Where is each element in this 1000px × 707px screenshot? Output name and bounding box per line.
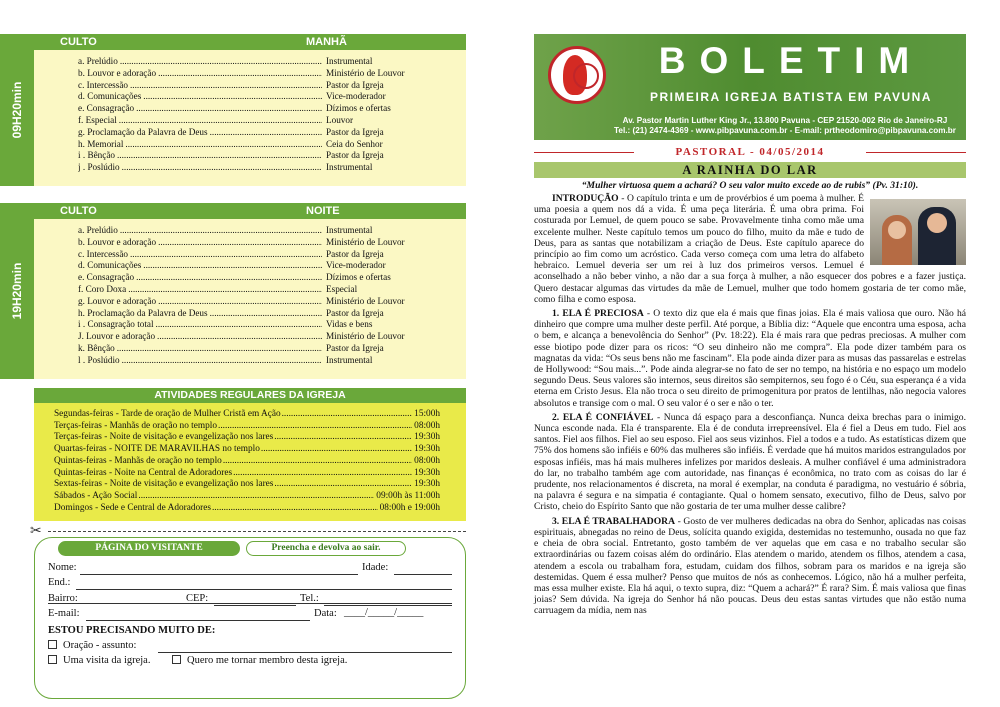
- field-tel[interactable]: [324, 605, 452, 606]
- row-value: Especial: [326, 283, 358, 294]
- row-label: [78, 296, 322, 308]
- row-label-text: Quintas-feiras - Noite na Central de Adoradores: [54, 467, 233, 478]
- row-label: [54, 503, 378, 515]
- label-idade: Idade:: [362, 562, 389, 573]
- row-label: [54, 409, 412, 421]
- row-label: [54, 456, 412, 468]
- field-data[interactable]: ____/_____/_____: [344, 607, 424, 618]
- evening-sidebar: [0, 203, 34, 379]
- morning-col-period: MANHÃ: [306, 36, 347, 48]
- option-membro[interactable]: [172, 655, 347, 666]
- evening-schedule: [34, 203, 466, 379]
- row-label-text: a. Prelúdio: [78, 225, 118, 235]
- row-label-text: Segundas-feiras - Tarde de oração de Mulher Cristã em Ação: [54, 409, 281, 419]
- schedule-row: [54, 421, 440, 433]
- section-2-text: - Nunca dá espaço para a desconfiança. Nunca deixa brechas para o inimigo. Nunca esconde nada. Ela é transparente. Ela é de conduta irrepreensível. Ela é fiel a Deus em tudo. Fiel aos santos. Fiel aos filhos. Fiel ao seu esposo. Fiel aos seus vizinhos. Fiel a todos e a tudo. As estatísticas dizem que 75% dos homens são infiéis e 60% das mulheres são infiéis. É verdade que há muitos maridos estrangulados por esposas infiéis, mas há mais mulheres infelizes por maridos desleais. A mulher confiável é uma administradora do lar, no trabalho também age com autoridade, nas finanças é econômica, no trato com as coisas do lar é prudente, nos relacionamentos é discreta, na moral é exemplar, na conduta é paradigma, no vestuário é sóbria, na palavra é segura e na simpatia é contagiante. Qual o homem sensato, executivo, filho de Deus, salvo por Cristo, cheio do Espírito Santo que não gostaria de ter uma mulher desse calibre?: [534, 411, 966, 513]
- row-label-text: i . Bênção: [78, 150, 115, 161]
- pastoral-date: PASTORAL - 04/05/2014: [534, 146, 966, 158]
- church-name: PRIMEIRA IGREJA BATISTA EM PAVUNA: [650, 90, 932, 104]
- section-2: [534, 412, 966, 513]
- row-label: [78, 272, 322, 284]
- visitor-form: [34, 537, 466, 699]
- row-label-text: h. Memorial: [78, 138, 124, 149]
- row-value: 15:00h: [414, 409, 440, 419]
- morning-schedule: [34, 34, 466, 186]
- row-label-text: k. Bênção: [78, 342, 115, 353]
- row-label-text: h. Proclamação da Palavra de Deus: [78, 307, 208, 318]
- row-label: [78, 68, 322, 80]
- row-label: [78, 91, 322, 103]
- row-label-text: g. Louvor e adoração: [78, 295, 157, 306]
- article-title: A RAINHA DO LAR: [534, 162, 966, 178]
- row-label-text: c. Intercessão: [78, 248, 128, 259]
- label-tel: Tel.:: [300, 593, 319, 604]
- row-value: Vice-moderador: [326, 260, 386, 271]
- schedule-row: [78, 56, 462, 68]
- section-1-heading: 1. ELA É PRECIOSA: [552, 308, 644, 320]
- row-value: Louvor: [326, 114, 354, 125]
- row-label: [78, 103, 322, 115]
- row-value: Vice-moderador: [326, 91, 386, 102]
- row-label-text: i . Consagração total: [78, 319, 154, 330]
- bulletin-banner: [534, 34, 966, 140]
- field-email[interactable]: [86, 620, 310, 621]
- field-nome[interactable]: [80, 574, 358, 575]
- row-label-text: Domingos - Sede e Central de Adoradores: [54, 502, 211, 513]
- globe-icon: [573, 63, 599, 89]
- row-value: Ministério de Louvor: [326, 236, 405, 247]
- row-value: Ministério de Louvor: [326, 331, 405, 342]
- row-label: [54, 491, 374, 503]
- row-value: Pastor da Igreja: [326, 342, 384, 353]
- label-email: E-mail:: [48, 608, 80, 619]
- morning-time: 09H20min: [10, 81, 24, 139]
- schedule-row: [78, 331, 462, 343]
- row-value: Instrumental: [326, 162, 373, 173]
- schedule-row: [78, 343, 462, 355]
- field-cep[interactable]: [214, 605, 296, 606]
- row-label-text: c. Intercessão: [78, 79, 128, 90]
- row-label-text: j . Poslúdio: [78, 162, 120, 173]
- row-label-text: b. Louvor e adoração: [78, 67, 157, 78]
- schedule-row: [78, 103, 462, 115]
- schedule-row: [54, 409, 440, 421]
- row-value: 19:30h: [414, 432, 440, 443]
- row-label: [78, 249, 322, 261]
- schedule-row: [54, 468, 440, 480]
- schedule-row: [78, 284, 462, 296]
- row-label: [78, 237, 322, 249]
- schedule-row: [54, 444, 440, 456]
- schedule-row: [78, 115, 462, 127]
- row-value: 09:00h às 11:00h: [376, 490, 440, 501]
- row-label: [78, 162, 322, 174]
- label-nome: Nome:: [48, 562, 77, 573]
- row-value: Pastor da Igreja: [326, 150, 384, 161]
- schedule-row: [78, 308, 462, 320]
- schedule-row: [78, 139, 462, 151]
- article-quote: “Mulher virtuosa quem a achará? O seu valor muito excede ao de rubis” (Pv. 31:10).: [581, 180, 919, 191]
- address-line: Av. Pastor Martin Luther King Jr., 13.800 Pavuna - CEP 21520-002 Rio de Janeiro-RJ: [622, 116, 948, 125]
- intro-heading: INTRODUÇÃO: [552, 193, 619, 204]
- row-value: Pastor da Igreja: [326, 79, 384, 90]
- row-value: 08:00h: [414, 420, 440, 431]
- row-label: [78, 331, 322, 343]
- row-label: [78, 225, 322, 237]
- section-3-text: - Gosto de ver mulheres dedicadas na obra do Senhor, aplicadas nas coisas espirituais, abnegadas no reino de Deus, solícita quando exigida, destemidas no testemunho, ousada no que faz e cheia de obra social. Entretanto, gosto também de ver aquelas que em casa e no trabalho secular são extraordinárias ou fazem coisas além do ordinário. Elas atendem o marido, atendem os filhos, atendem a casa, atendem a escola ou trabalham fora, estudam, cuidam dos filhos, sobram para os maridos e na igreja são destemidas. Quem é essa mulher? Penso que muitos de nós as conhecemos. Lógico, não há a mulher perfeita, mas essa mulher existe. Ela há aqui, o texto supra, diz: “Quem a achará?” É rara? Sim. É mais valiosa que finas joias? Sem dúvida. Na igreja do Senhor há não poucas. Deus deu estas santas virtudes que não estão numa carruagem da mídia, nem nas: [534, 515, 966, 617]
- schedule-row: [54, 456, 440, 468]
- visitor-title: PÁGINA DO VISITANTE: [58, 541, 240, 556]
- row-value: Ministério de Louvor: [326, 295, 405, 306]
- schedule-row: [78, 91, 462, 103]
- schedule-row: [78, 68, 462, 80]
- field-oracao-assunto[interactable]: [158, 652, 452, 653]
- row-label: [78, 308, 322, 320]
- schedule-row: [78, 260, 462, 272]
- row-label: [78, 80, 322, 92]
- row-label-text: J. Louvor e adoração: [78, 331, 156, 342]
- row-label-text: g. Proclamação da Palavra de Deus: [78, 126, 208, 137]
- morning-col-culto: CULTO: [60, 36, 97, 48]
- visitor-subtitle: Preencha e devolva ao sair.: [246, 541, 406, 556]
- row-label: [78, 56, 322, 68]
- row-value: Vidas e bens: [326, 319, 373, 330]
- photo-man-face: [927, 213, 947, 233]
- morning-header: [34, 34, 466, 50]
- row-value: Ceia do Senhor: [326, 138, 383, 149]
- schedule-row: [54, 491, 440, 503]
- row-value: 19:30h: [414, 479, 440, 490]
- section-2-heading: 2. ELA É CONFIÁVEL: [552, 411, 654, 423]
- row-value: Instrumental: [326, 56, 373, 66]
- pastor-couple-photo: [870, 199, 966, 265]
- row-label: [78, 115, 322, 127]
- row-value: 08:00h e 19:00h: [379, 502, 440, 513]
- row-label-text: f. Especial: [78, 114, 117, 125]
- schedule-row: [78, 150, 462, 162]
- morning-rows: [78, 56, 462, 174]
- row-label-text: b. Louvor e adoração: [78, 236, 157, 247]
- checkbox-oracao[interactable]: [48, 640, 57, 649]
- regular-activities: [34, 388, 466, 521]
- section-1: [534, 308, 966, 409]
- morning-sidebar: [0, 34, 34, 186]
- schedule-row: [78, 162, 462, 174]
- schedule-row: [78, 80, 462, 92]
- row-value: Dízimos e ofertas: [326, 103, 391, 114]
- row-label: [78, 355, 322, 367]
- label-cep: CEP:: [186, 593, 209, 604]
- row-label-text: a. Prelúdio: [78, 56, 118, 66]
- church-address: [534, 116, 966, 136]
- label-data: Data:: [314, 608, 337, 619]
- schedule-row: [78, 319, 462, 331]
- row-value: Pastor da Igreja: [326, 307, 384, 318]
- evening-header: [34, 203, 466, 219]
- schedule-row: [78, 225, 462, 237]
- evening-rows: [78, 225, 462, 367]
- schedule-row: [54, 432, 440, 444]
- schedule-row: [78, 296, 462, 308]
- row-value: 19:30h: [414, 444, 440, 455]
- row-label: [78, 319, 322, 331]
- row-label: [54, 468, 412, 480]
- option-oracao[interactable]: [48, 640, 136, 651]
- row-label: [54, 432, 412, 444]
- schedule-row: [78, 249, 462, 261]
- schedule-row: [54, 479, 440, 491]
- evening-time: 19H20min: [10, 262, 24, 320]
- row-label-text: d. Comunicações: [78, 91, 142, 102]
- church-logo-icon: [548, 46, 606, 104]
- section-3: [534, 516, 966, 617]
- row-label-text: Sábados - Ação Social: [54, 490, 138, 501]
- row-label-text: d. Comunicações: [78, 260, 142, 271]
- row-label: [78, 284, 322, 296]
- schedule-row: [78, 355, 462, 367]
- row-label: [78, 343, 322, 355]
- row-value: 19:30h: [414, 467, 440, 478]
- option-visita[interactable]: [48, 655, 150, 666]
- row-label: [54, 444, 412, 456]
- row-value: Pastor da Igreja: [326, 248, 384, 259]
- photo-woman-face: [888, 221, 906, 239]
- bulletin-title: BOLETIM: [658, 40, 924, 81]
- row-label-text: Sextas-feiras - Noite de visitação e evangelização nos lares: [54, 479, 274, 490]
- row-value: Instrumental: [326, 225, 373, 235]
- section-1-text: - O texto diz que ela é mais que finas joias. Ela é mais valiosa que ouro. Não há dinheiro que compre uma mulher deste perfil. Até porque, a Bíblia diz: “Aquele que encontra uma esposa, acha o bem, e alcança a benevolência do Senhor” (Pv. 18:22). Ela é mais rara que pedras preciosas. A mulher com esse biotipo pode dizer para os ricos: “O seu dinheiro não me compra”. Ela pode dizer também para os magnatas da vida: “Os seus bens não me fascinam”. Ela pode ainda dizer para as musas das passarelas e estrelas de Hollywood: “Sou mais...”. Pode ainda alegrar-se no fato de ser no tempo, na história e no espaço um modelo segundo Deus. Seus valores são internos, seus direitos são sempiternos, seu fogo é o Céu, sua esperança é a vida eterna em Cristo Jesus. Ela não troca o seu direito de primogenitura por pratos de lentilhas, não negocia valores absolutos e transige com o mal. O seu valor é o ser e não o ter.: [534, 308, 966, 409]
- row-label: [78, 150, 322, 162]
- row-label-text: Quintas-feiras - Manhãs de oração no templo: [54, 455, 222, 466]
- row-label-text: l . Poslúdio: [78, 354, 120, 365]
- row-label-text: Terças-feiras - Manhãs de oração no templo: [54, 420, 218, 431]
- option-visita-label: Uma visita da igreja.: [63, 655, 151, 666]
- schedule-row: [78, 127, 462, 139]
- row-label-text: Terças-feiras - Noite de visitação e evangelização nos lares: [54, 432, 274, 443]
- schedule-row: [54, 503, 440, 515]
- row-label-text: f. Coro Doxa: [78, 283, 127, 294]
- row-label: [54, 479, 412, 491]
- row-label: [54, 421, 412, 433]
- label-end: End.:: [48, 577, 71, 588]
- row-value: 08:00h: [414, 455, 440, 466]
- row-label-text: e. Consagração: [78, 272, 135, 283]
- section-3-heading: 3. ELA É TRABALHADORA: [552, 515, 676, 527]
- row-label-text: e. Consagração: [78, 103, 135, 114]
- row-value: Dízimos e ofertas: [326, 272, 391, 283]
- cut-line: [48, 531, 466, 532]
- evening-col-period: NOITE: [306, 205, 340, 217]
- activities-title: ATIVIDADES REGULARES DA IGREJA: [34, 388, 466, 403]
- activities-rows: [34, 403, 466, 514]
- option-membro-label: Quero me tornar membro desta igreja.: [187, 655, 348, 666]
- checkbox-visita[interactable]: [48, 655, 57, 664]
- schedule-row: [78, 272, 462, 284]
- article-body: [534, 193, 966, 620]
- label-bairro: Bairro:: [48, 593, 78, 604]
- field-idade[interactable]: [394, 574, 452, 575]
- scissors-icon: ✂: [30, 524, 42, 539]
- row-value: Instrumental: [326, 354, 373, 365]
- row-label: [78, 139, 322, 151]
- field-end-2[interactable]: [48, 603, 452, 604]
- field-end[interactable]: [76, 589, 452, 590]
- row-label: [78, 127, 322, 139]
- row-label: [78, 260, 322, 272]
- row-value: Ministério de Louvor: [326, 67, 405, 78]
- row-label-text: Quartas-feiras - NOITE DE MARAVILHAS no templo: [54, 444, 260, 455]
- checkbox-membro[interactable]: [172, 655, 181, 664]
- schedule-row: [78, 237, 462, 249]
- row-value: Pastor da Igreja: [326, 126, 384, 137]
- needs-heading: ESTOU PRECISANDO MUITO DE:: [48, 625, 216, 636]
- intro-text: - O capítulo trinta e um de provérbios é um poema à mulher. É uma poesia a quem nos dá a vida. É uma peça literária. É uma obra prima. Foi costurada por Lemuel, de quem pouco se sabe. Provavelmente tinha como mãe uma excelente mulher. Neste capítulo temos um pouco do filho, muito da mãe e tudo de Deus, para as santas que notabilizam a criação de Deus. Este capítulo aparece do princípio ao fim como um acróstico. Cada verso começa com uma letra do alfabeto hebraico. Lemuel deveria ser um rei à luz dos primeiros versos. Lemuel é aconselhado a não beber vinho, a não dar a sua força à mulher, a não esquecer dos pobres e a fazer justiça. Quero destacar algumas das virtudes da mãe de Lemuel, mulher que todo homem gostaria de ter como mãe, como filha e como esposa.: [534, 193, 966, 305]
- option-oracao-label: Oração - assunto:: [63, 640, 137, 651]
- contact-line: Tel.: (21) 2474-4369 - www.pibpavuna.com.br - E-mail: prtheodomiro@pibpavuna.com.br: [614, 126, 956, 135]
- evening-col-culto: CULTO: [60, 205, 97, 217]
